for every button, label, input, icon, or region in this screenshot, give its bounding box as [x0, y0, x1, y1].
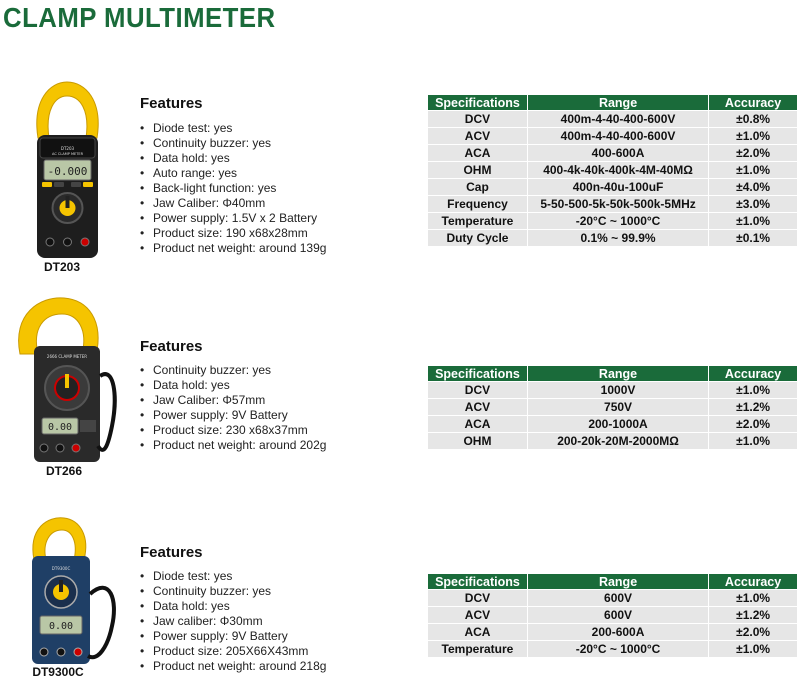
spec-cell: ACV: [428, 607, 528, 624]
model-label: DT266: [45, 464, 83, 478]
svg-text:0.00: 0.00: [47, 422, 73, 433]
model-label: DT9300C: [32, 665, 84, 679]
spec-cell: DCV: [428, 382, 528, 399]
list-item: • Product size: 190 x68x28mm: [140, 226, 326, 241]
table-row: [428, 196, 798, 213]
table-row: [428, 607, 798, 624]
clamp-meter-icon: [26, 516, 118, 666]
spec-table: [427, 365, 798, 450]
list-item: • Power supply: 9V Battery: [140, 629, 326, 644]
list-item: • Product size: 205X66X43mm: [140, 644, 326, 659]
spec-cell: OHM: [428, 162, 528, 179]
list-item: • Product net weight: around 218g: [140, 659, 326, 674]
table-row: [428, 382, 798, 399]
accuracy-cell: ±1.0%: [709, 162, 798, 179]
list-item: • Data hold: yes: [140, 378, 326, 393]
accuracy-cell: ±3.0%: [709, 196, 798, 213]
features-list: [140, 121, 326, 256]
accuracy-cell: ±4.0%: [709, 179, 798, 196]
spec-cell: Temperature: [428, 641, 528, 658]
col-header-spec: Specifications: [428, 95, 528, 111]
spec-cell: ACA: [428, 145, 528, 162]
range-cell: 600V: [527, 607, 708, 624]
table-row: [428, 433, 798, 450]
dt203-image: [30, 80, 105, 260]
range-cell: -20°C ~ 1000°C: [527, 641, 708, 658]
spec-cell: Cap: [428, 179, 528, 196]
range-cell: -20°C ~ 1000°C: [527, 213, 708, 230]
list-item: • Diode test: yes: [140, 569, 326, 584]
table-header-row: [428, 366, 798, 382]
table-row: [428, 145, 798, 162]
accuracy-cell: ±1.2%: [709, 399, 798, 416]
col-header-range: Range: [527, 574, 708, 590]
spec-cell: DCV: [428, 111, 528, 128]
accuracy-cell: ±1.0%: [709, 128, 798, 145]
accuracy-cell: ±1.0%: [709, 382, 798, 399]
spec-cell: Duty Cycle: [428, 230, 528, 247]
accuracy-cell: ±1.0%: [709, 641, 798, 658]
accuracy-cell: ±1.2%: [709, 607, 798, 624]
list-item: • Jaw Caliber: Φ40mm: [140, 196, 326, 211]
col-header-accuracy: Accuracy: [709, 366, 798, 382]
list-item: • Continuity buzzer: yes: [140, 584, 326, 599]
col-header-accuracy: Accuracy: [709, 574, 798, 590]
range-cell: 200-20k-20M-2000MΩ: [527, 433, 708, 450]
range-cell: 0.1% ~ 99.9%: [527, 230, 708, 247]
list-item: • Jaw Caliber: Φ57mm: [140, 393, 326, 408]
spec-cell: ACV: [428, 399, 528, 416]
dt9300c-image: [26, 516, 118, 666]
features-list: [140, 569, 326, 674]
range-cell: 600V: [527, 590, 708, 607]
range-cell: 400m-4-40-400-600V: [527, 128, 708, 145]
accuracy-cell: ±1.0%: [709, 433, 798, 450]
range-cell: 200-1000A: [527, 416, 708, 433]
spec-cell: ACA: [428, 416, 528, 433]
svg-text:AC CLAMP METER: AC CLAMP METER: [51, 152, 84, 156]
spec-table: [427, 94, 798, 247]
spec-cell: Frequency: [428, 196, 528, 213]
table-row: [428, 416, 798, 433]
range-cell: 400n-40u-100uF: [527, 179, 708, 196]
spec-cell: Temperature: [428, 213, 528, 230]
clamp-meter-icon: [14, 296, 120, 464]
col-header-accuracy: Accuracy: [709, 95, 798, 111]
list-item: • Auto range: yes: [140, 166, 326, 181]
accuracy-cell: ±0.8%: [709, 111, 798, 128]
table-header-row: [428, 574, 798, 590]
accuracy-cell: ±1.0%: [709, 213, 798, 230]
table-row: [428, 162, 798, 179]
features-list: [140, 363, 326, 453]
list-item: • Power supply: 9V Battery: [140, 408, 326, 423]
range-cell: 400m-4-40-400-600V: [527, 111, 708, 128]
range-cell: 200-600A: [527, 624, 708, 641]
features-title: Features: [140, 95, 203, 112]
range-cell: 750V: [527, 399, 708, 416]
list-item: • Power supply: 1.5V x 2 Battery: [140, 211, 326, 226]
table-row: [428, 624, 798, 641]
range-cell: 5-50-500-5k-50k-500k-5MHz: [527, 196, 708, 213]
accuracy-cell: ±2.0%: [709, 624, 798, 641]
table-row: [428, 111, 798, 128]
list-item: • Data hold: yes: [140, 599, 326, 614]
spec-cell: ACV: [428, 128, 528, 145]
table-row: [428, 641, 798, 658]
spec-cell: ACA: [428, 624, 528, 641]
accuracy-cell: ±2.0%: [709, 145, 798, 162]
features-title: Features: [140, 544, 203, 561]
accuracy-cell: ±2.0%: [709, 416, 798, 433]
list-item: • Continuity buzzer: yes: [140, 136, 326, 151]
list-item: • Diode test: yes: [140, 121, 326, 136]
table-header-row: [428, 95, 798, 111]
accuracy-cell: ±1.0%: [709, 590, 798, 607]
range-cell: 400-4k-40k-400k-4M-40MΩ: [527, 162, 708, 179]
dt266-image: [14, 296, 120, 464]
table-row: [428, 213, 798, 230]
svg-text:DT9300C: DT9300C: [51, 566, 71, 571]
col-header-spec: Specifications: [428, 574, 528, 590]
table-row: [428, 590, 798, 607]
spec-cell: DCV: [428, 590, 528, 607]
table-row: [428, 230, 798, 247]
table-row: [428, 179, 798, 196]
col-header-range: Range: [527, 95, 708, 111]
range-cell: 400-600A: [527, 145, 708, 162]
clamp-meter-icon: [30, 80, 105, 260]
list-item: • Back-light function: yes: [140, 181, 326, 196]
list-item: • Product size: 230 x68x37mm: [140, 423, 326, 438]
list-item: • Product net weight: around 202g: [140, 438, 326, 453]
list-item: • Product net weight: around 139g: [140, 241, 326, 256]
features-title: Features: [140, 338, 203, 355]
svg-text:0.00: 0.00: [48, 621, 74, 632]
table-row: [428, 399, 798, 416]
col-header-spec: Specifications: [428, 366, 528, 382]
model-label: DT203: [43, 260, 81, 274]
svg-text:DT203: DT203: [60, 146, 75, 151]
svg-text:2666 CLAMP METER: 2666 CLAMP METER: [46, 354, 88, 359]
list-item: • Data hold: yes: [140, 151, 326, 166]
spec-table: [427, 573, 798, 658]
col-header-range: Range: [527, 366, 708, 382]
svg-text:-0.000: -0.000: [47, 165, 88, 178]
table-row: [428, 128, 798, 145]
range-cell: 1000V: [527, 382, 708, 399]
page-title: CLAMP MULTIMETER: [3, 2, 276, 33]
list-item: • Continuity buzzer: yes: [140, 363, 326, 378]
accuracy-cell: ±0.1%: [709, 230, 798, 247]
list-item: • Jaw caliber: Φ30mm: [140, 614, 326, 629]
spec-cell: OHM: [428, 433, 528, 450]
